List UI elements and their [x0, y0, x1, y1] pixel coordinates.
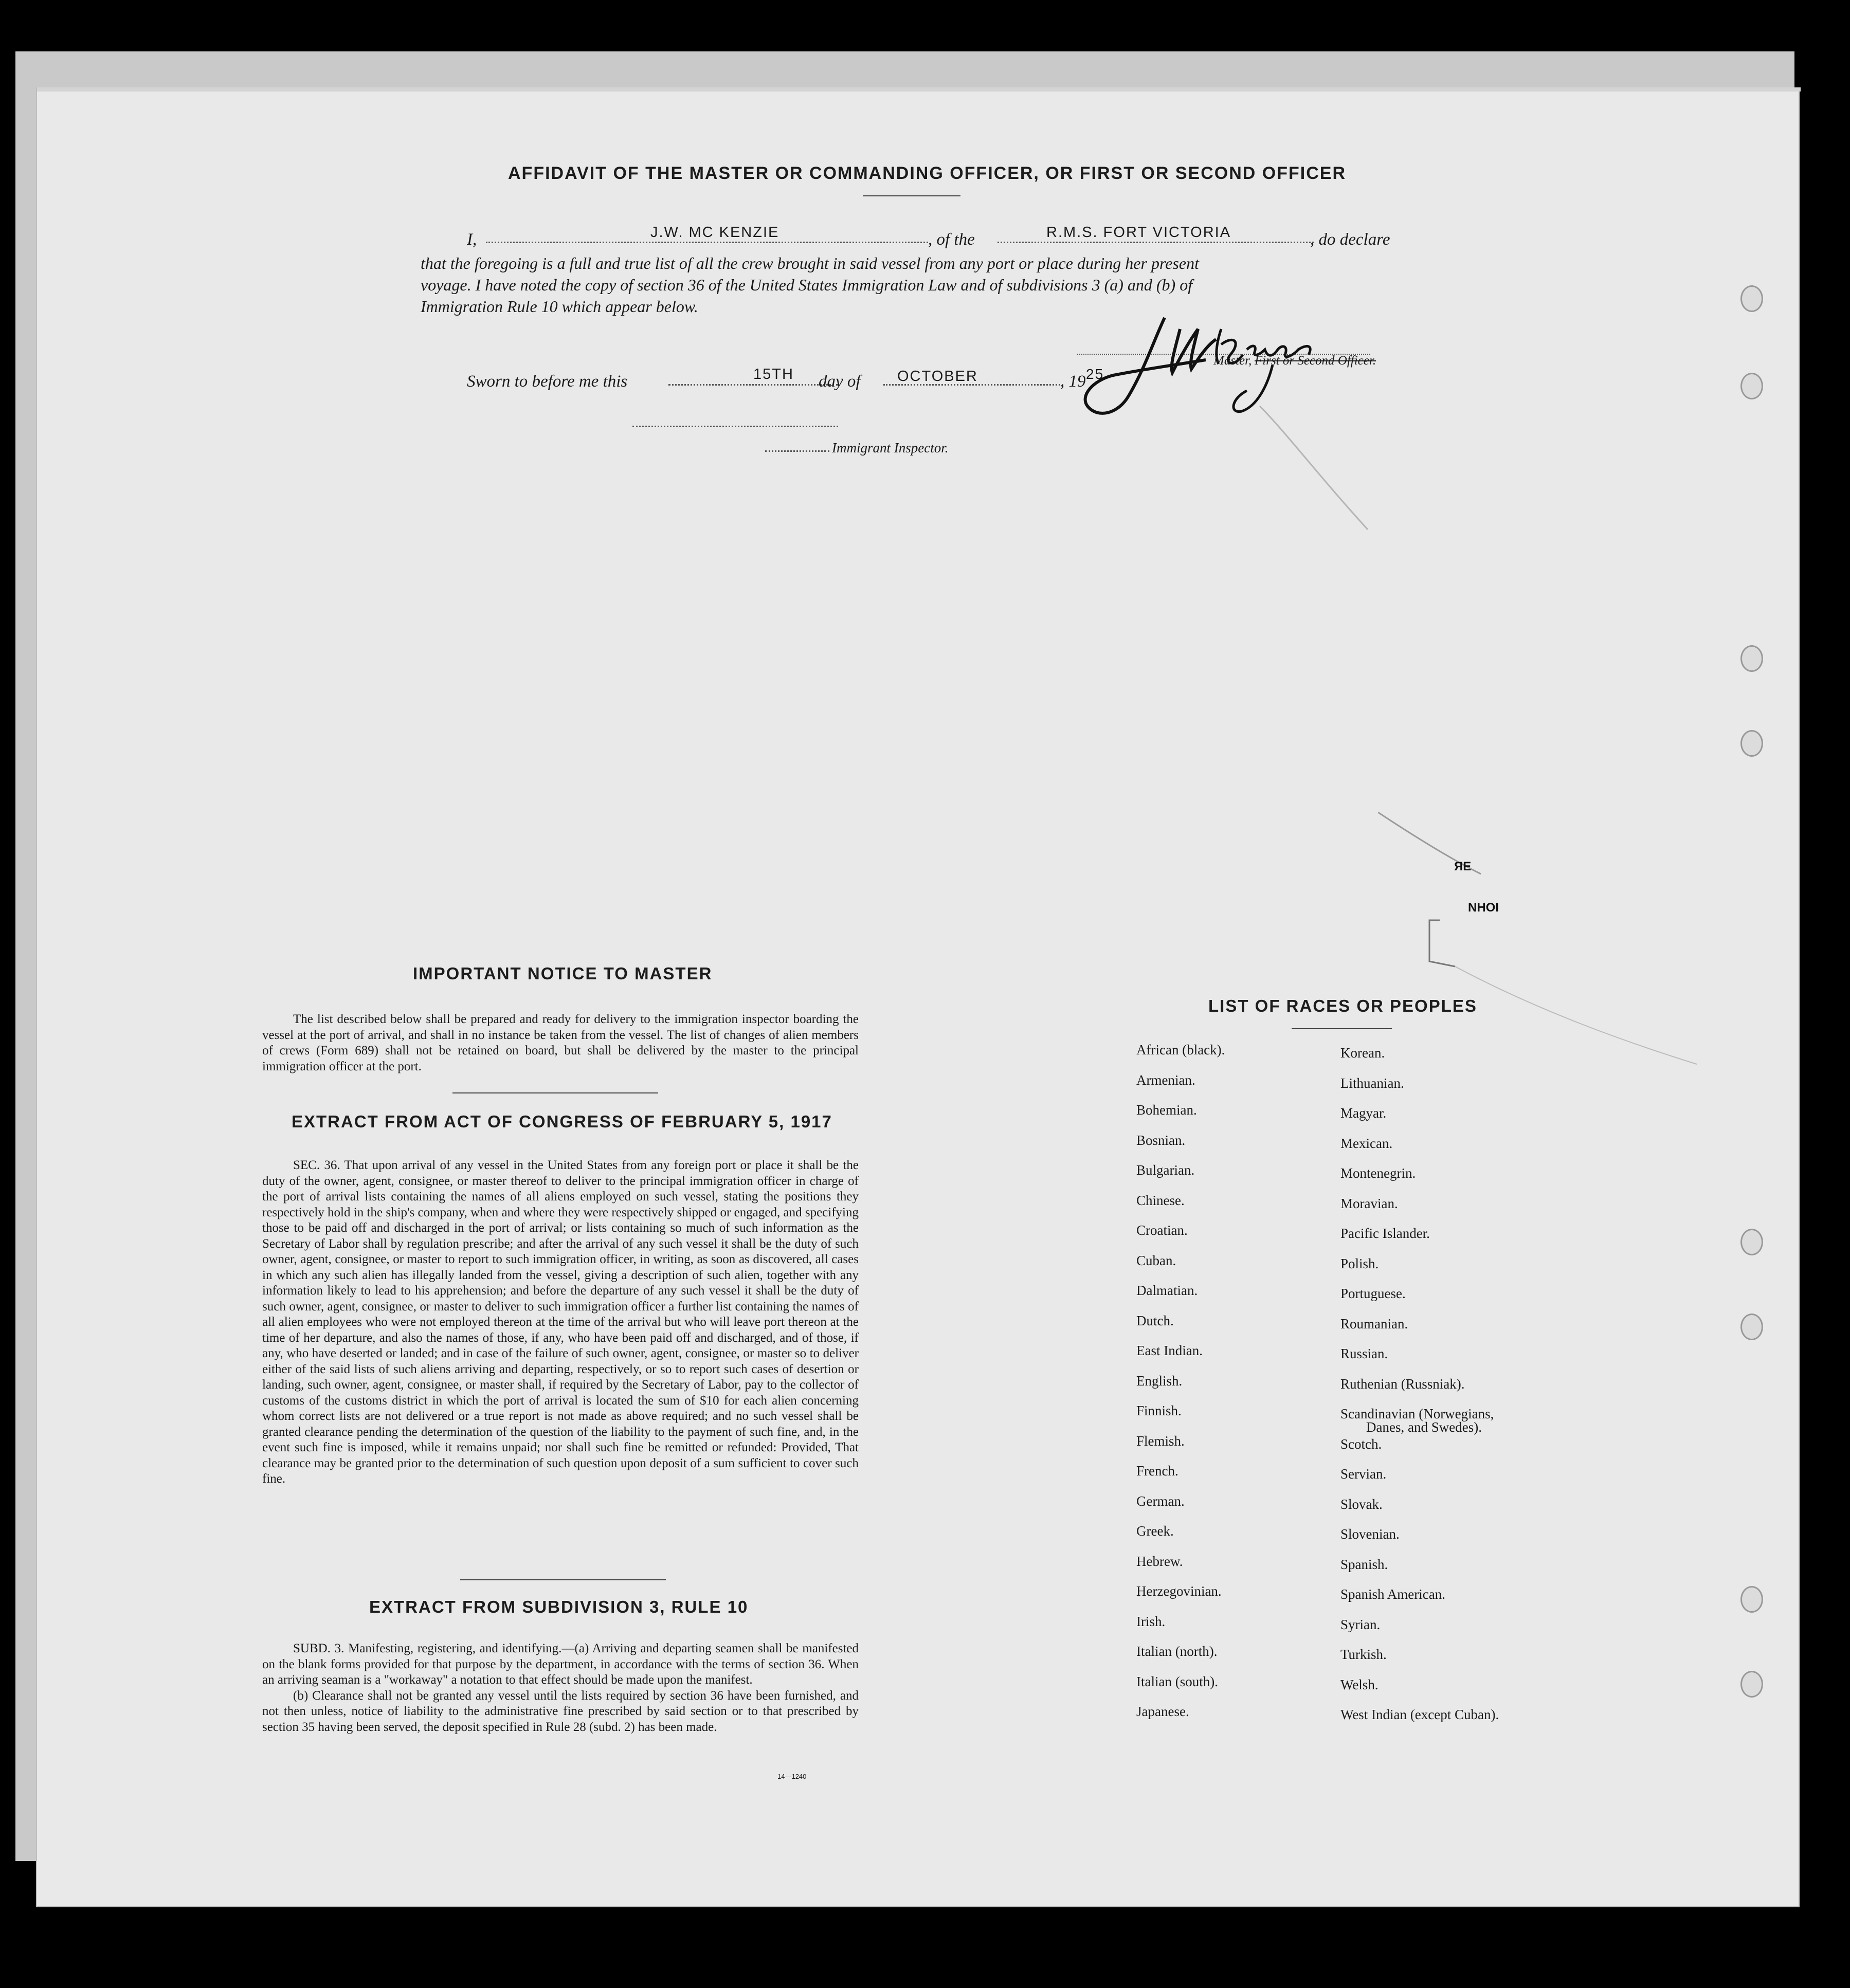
form-number: 14—1240 — [777, 1773, 807, 1780]
sworn-label: Sworn to before me this — [467, 372, 628, 391]
race-item: Slovak. — [1340, 1496, 1383, 1512]
race-item: Flemish. — [1136, 1433, 1185, 1449]
year-prefix: , 19 — [1060, 372, 1086, 391]
races-heading: LIST OF RACES OR PEOPLES — [1208, 996, 1477, 1015]
race-item: Italian (south). — [1136, 1673, 1218, 1689]
race-item: Lithuanian. — [1340, 1075, 1404, 1091]
affidavit-heading: AFFIDAVIT OF THE MASTER OR COMMANDING OFFICER, OR FIRST OR SECOND OFFICER — [508, 163, 1346, 183]
race-item: Scandinavian (Norwegians, Danes, and Swedes). — [1340, 1406, 1494, 1435]
role-master: Master, — [1213, 354, 1252, 368]
races-left-column — [1136, 1042, 1225, 1734]
punch-hole — [1740, 1314, 1763, 1340]
race-item: Bohemian. — [1136, 1102, 1197, 1118]
race-item: Servian. — [1340, 1466, 1387, 1482]
punch-hole — [1740, 1586, 1763, 1613]
race-item: Mexican. — [1340, 1135, 1393, 1151]
inspector-line — [632, 425, 838, 427]
race-item: East Indian. — [1136, 1343, 1203, 1358]
race-item: West Indian (except Cuban). — [1340, 1707, 1499, 1722]
act-heading: EXTRACT FROM ACT OF CONGRESS OF FEBRUARY 5, 1917 — [292, 1112, 832, 1131]
race-item: Welsh. — [1340, 1676, 1379, 1692]
section-rule — [452, 1092, 658, 1093]
affidavit-line-4: Immigration Rule 10 which appear below. — [421, 297, 698, 316]
rule-text — [262, 1641, 859, 1735]
stray-mark: NHOI — [1468, 901, 1499, 915]
race-item: Hebrew. — [1136, 1553, 1183, 1569]
punch-hole — [1740, 373, 1763, 399]
section-rule — [460, 1579, 666, 1580]
punch-hole — [1740, 645, 1763, 672]
punch-hole — [1740, 1671, 1763, 1698]
rule-text-a: SUBD. 3. Manifesting, registering, and identifying.—(a) Arriving and departing seamen shall be manifested on the blank forms provided for that purpose by the department, in accordance with the terms of section 36. When an arriving seaman is a "workaway" a notation to that effect should be made upon the manifest. — [262, 1642, 859, 1687]
race-item: Herzegovinian. — [1136, 1583, 1222, 1599]
race-item: Turkish. — [1340, 1647, 1387, 1662]
race-item: Bulgarian. — [1136, 1162, 1195, 1178]
race-item: Montenegrin. — [1340, 1165, 1416, 1181]
month-value: OCTOBER — [897, 368, 978, 385]
race-item: Armenian. — [1136, 1072, 1195, 1088]
race-item: French. — [1136, 1463, 1178, 1479]
races-right-column — [1340, 1045, 1499, 1737]
race-item: Polish. — [1340, 1255, 1379, 1271]
race-item: Dalmatian. — [1136, 1283, 1198, 1298]
race-item: Spanish. — [1340, 1556, 1388, 1572]
race-item: Irish. — [1136, 1613, 1166, 1629]
race-item: Roumanian. — [1340, 1316, 1408, 1332]
race-item: English. — [1136, 1373, 1183, 1389]
punch-hole — [1740, 285, 1763, 312]
of-the-label: , of the — [928, 230, 975, 249]
vessel-name: R.M.S. FORT VICTORIA — [1046, 224, 1231, 241]
rule-text-b: (b) Clearance shall not be granted any vessel until the lists required by section 36 have been furnished, and not then unless, notice of liability to the administrative fine prescribed by said section or to that prescribed by section 35 having been served, the deposit specified in Rule 28 (subd. 2) has been made. — [262, 1688, 859, 1734]
race-item: Chinese. — [1136, 1192, 1185, 1208]
punch-hole — [1740, 730, 1763, 757]
page-edge — [37, 87, 1801, 92]
day-line — [668, 383, 838, 386]
master-name: J.W. MC KENZIE — [650, 224, 779, 241]
race-item: Korean. — [1340, 1045, 1385, 1061]
race-item: Cuban. — [1136, 1252, 1176, 1268]
race-item-continuation: Danes, and Swedes). — [1366, 1419, 1482, 1435]
role-struck: First or Second Officer. — [1255, 354, 1376, 368]
notice-text: The list described below shall be prepared and ready for delivery to the immigration inspector boarding the vessel at the port of arrival, and shall in no instance be taken from the vessel. The list of changes of alien members of crews (Form 689) shall not be retained on board, but shall be delivered by the master to the principal immigration officer at the port. — [262, 1012, 859, 1073]
pencil-mark — [1255, 401, 1373, 535]
heading-rule — [863, 195, 960, 196]
race-item: German. — [1136, 1493, 1185, 1509]
race-item: Scotch. — [1340, 1436, 1382, 1452]
race-item: African (black). — [1136, 1042, 1225, 1057]
race-item: Spanish American. — [1340, 1586, 1445, 1602]
year-value: 25 — [1086, 366, 1104, 382]
race-item: Japanese. — [1136, 1704, 1189, 1719]
race-item: Moravian. — [1340, 1195, 1398, 1211]
do-declare-label: , do declare — [1310, 230, 1390, 249]
affidavit-line-2: that the foregoing is a full and true list of all the crew brought in said vessel from any port or place during her present — [421, 254, 1199, 272]
race-item: Pacific Islander. — [1340, 1226, 1430, 1241]
race-item: Dutch. — [1136, 1312, 1174, 1328]
heading-rule — [1292, 1028, 1392, 1029]
notice-heading: IMPORTANT NOTICE TO MASTER — [413, 964, 713, 983]
pencil-mark — [1378, 812, 1707, 1069]
day-of-label: day of — [819, 372, 861, 391]
race-item: Syrian. — [1340, 1616, 1381, 1632]
inspector-label: Immigrant Inspector. — [832, 440, 949, 455]
stray-mark: ЯE — [1454, 860, 1472, 873]
affidavit-i-label: I, — [467, 230, 477, 249]
race-item: Russian. — [1340, 1346, 1388, 1361]
race-item: Greek. — [1136, 1523, 1174, 1539]
punch-hole — [1740, 1229, 1763, 1255]
race-item: Croatian. — [1136, 1223, 1188, 1238]
act-text: SEC. 36. That upon arrival of any vessel in the United States from any foreign port or place it shall be the duty of the owner, agent, consignee, or master thereof to deliver to the principal immigration officer in charge of the port of arrival lists containing the names of all aliens employed on such vessel, stating the positions they respectively hold in the ship's company, when and where they were respectively shipped or engaged, and specifying those to be paid off and discharged in the port of arrival; or lists containing so much of such information as the Secretary of Labor shall by regulation prescribe; and after the arrival of any such vessel it shall be the duty of such owner, agent, consignee, or master to report to such immigration officer, in writing, as soon as discovered, all cases in which any such alien has illegally landed from the vessel, giving a description of such alien, together with any information likely to lead to his apprehension; and before the departure of any such vessel it shall be the duty of such owner, agent, consignee, or master to deliver to such immigration officer a further list containing the names of all alien employees who were not employed thereon at the time of the arrival but who will leave port thereon at the time of her departure, and also the names of those, if any, who have been paid off and discharged, and of those, if any, who have deserted or landed; and in case of the failure of such owner, agent, consignee, or master so to deliver either of the said lists of such aliens arriving and departing, respectively, or so to report such cases of desertion or landing, such owner, agent, consignee, or master shall, if required by the Secretary of Labor, pay to the collector of customs of the customs district in which the port of arrival is located the sum of $10 for each alien concerning whom correct lists are not delivered or a true report is not made as above required; and no such vessel shall be granted clearance pending the determination of the question of the liability to the payment of such fine, and, in the event such fine is imposed, while it remains unpaid; nor shall such fine be remitted or refunded: Provided, That clearance may be granted prior to the determination of such question upon deposit of a sum sufficient to cover such fine. — [262, 1158, 859, 1486]
affidavit-line-3: voyage. I have noted the copy of section 36 of the United States Immigration Law and of subdivisions 3 (a) and (b) of — [421, 276, 1193, 294]
race-item: Italian (north). — [1136, 1644, 1218, 1659]
inspector-line-short — [765, 449, 829, 452]
day-value: 15TH — [753, 366, 794, 382]
race-item: Portuguese. — [1340, 1286, 1406, 1301]
race-item: Ruthenian (Russniak). — [1340, 1376, 1465, 1392]
race-item: Bosnian. — [1136, 1132, 1186, 1148]
rule-heading: EXTRACT FROM SUBDIVISION 3, RULE 10 — [369, 1597, 749, 1616]
race-item: Slovenian. — [1340, 1526, 1400, 1542]
race-item: Finnish. — [1136, 1403, 1182, 1418]
race-item: Magyar. — [1340, 1105, 1387, 1121]
